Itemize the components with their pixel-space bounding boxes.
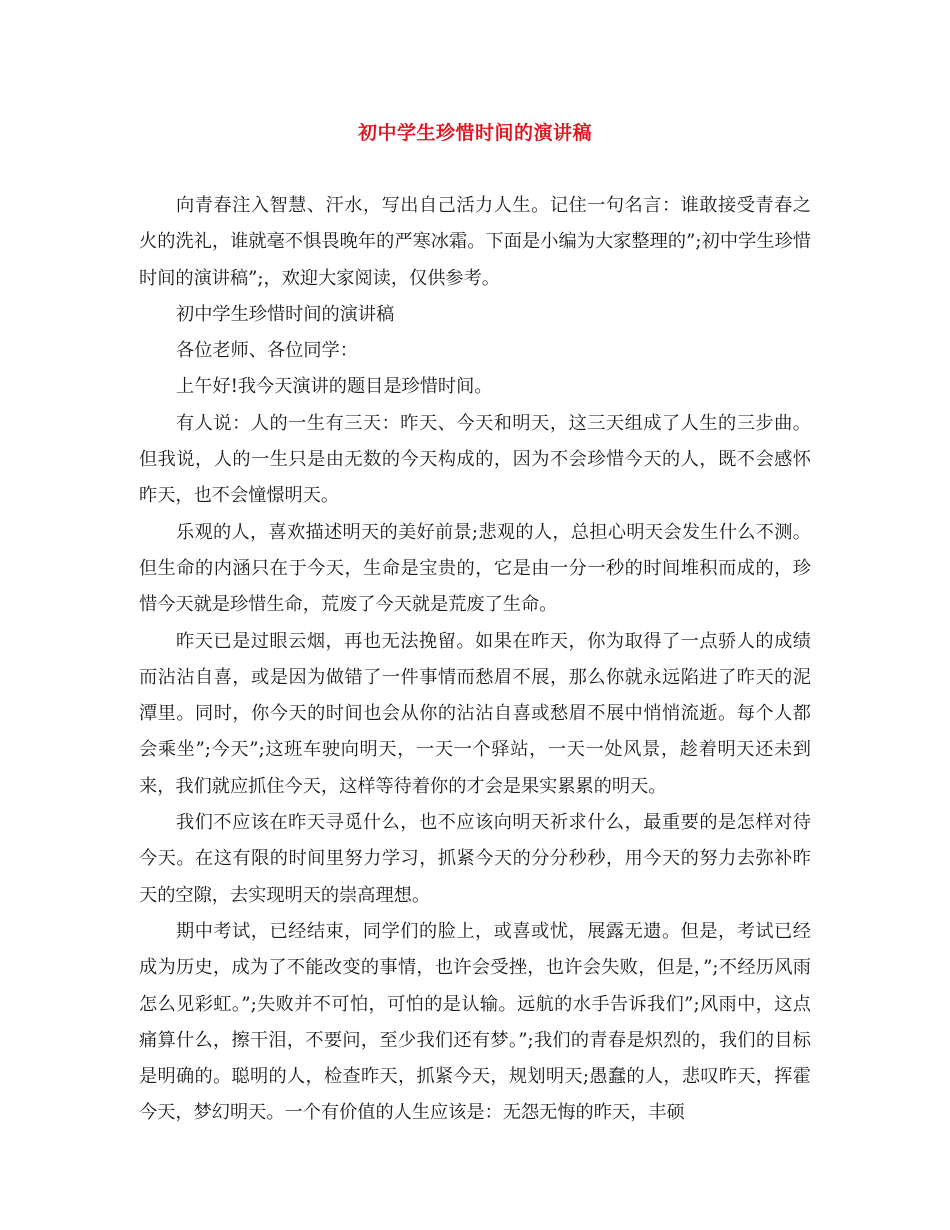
paragraph-intro: 向青春注入智慧、汗水，写出自己活力人生。记住一句名言：谁敢接受青春之火的洗礼，谁就毫不惧畏晚年的严寒冰霜。下面是小编为大家整理的”;初中学生珍惜时间的演讲稿”;，欢迎大家阅读，仅供参考。 — [139, 195, 811, 289]
document-body — [139, 188, 811, 1132]
document-title: 初中学生珍惜时间的演讲稿 — [357, 122, 592, 144]
paragraph-optimism: 乐观的人，喜欢描述明天的美好前景;悲观的人，总担心明天会发生什么不测。但生命的内涵只在于今天，生命是宝贵的，它是由一分一秒的时间堆积而成的，珍惜今天就是珍惜生命，荒废了今天就是荒废了生命。 — [139, 521, 811, 616]
paragraph-today: 我们不应该在昨天寻觅什么，也不应该向明天祈求什么，最重要的是怎样对待今天。在这有限的时间里努力学习，抓紧今天的分分秒秒，用今天的努力去弥补昨天的空隙，去实现明天的崇高理想。 — [139, 812, 811, 906]
paragraph-three-days: 有人说：人的一生有三天：昨天、今天和明天，这三天组成了人生的三步曲。但我说，人的一生只是由无数的今天构成的，因为不会珍惜今天的人，既不会感怀昨天，也不会憧憬明天。 — [139, 412, 811, 507]
paragraph-speech-title: 初中学生珍惜时间的演讲稿 — [176, 303, 395, 325]
paragraph-greeting: 各位老师、各位同学： — [176, 340, 358, 362]
paragraph-exam: 期中考试，已经结束，同学们的脸上，或喜或忧，展露无遗。但是，考试已经成为历史，成为了不能改变的事情，也许会受挫，也许会失败，但是，”;不经历风雨怎么见彩虹。”;失败并不可怕，可怕的是认输。远航的水手告诉我们”;风雨中，这点痛算什么，擦干泪，不要问，至少我们还有梦。”;我们的青春是炽烈的，我们的目标是明确的。聪明的人，检查昨天，抓紧今天，规划明天;愚蠢的人，悲叹昨天，挥霍今天，梦幻明天。一个有价值的人生应该是：无怨无悔的昨天，丰硕 — [139, 920, 811, 1124]
paragraph-opening: 上午好!我今天演讲的题目是珍惜时间。 — [176, 376, 493, 398]
paragraph-yesterday: 昨天已是过眼云烟，再也无法挽留。如果在昨天，你为取得了一点骄人的成绩而沾沾自喜，或是因为做错了一件事情而愁眉不展，那么你就永远陷进了昨天的泥潭里。同时，你今天的时间也会从你的沾沾自喜或愁眉不展中悄悄流逝。每个人都会乘坐”;今天”;这班车驶向明天，一天一个驿站，一天一处风景，趁着明天还未到来，我们就应抓住今天，这样等待着你的才会是果实累累的明天。 — [139, 630, 811, 797]
